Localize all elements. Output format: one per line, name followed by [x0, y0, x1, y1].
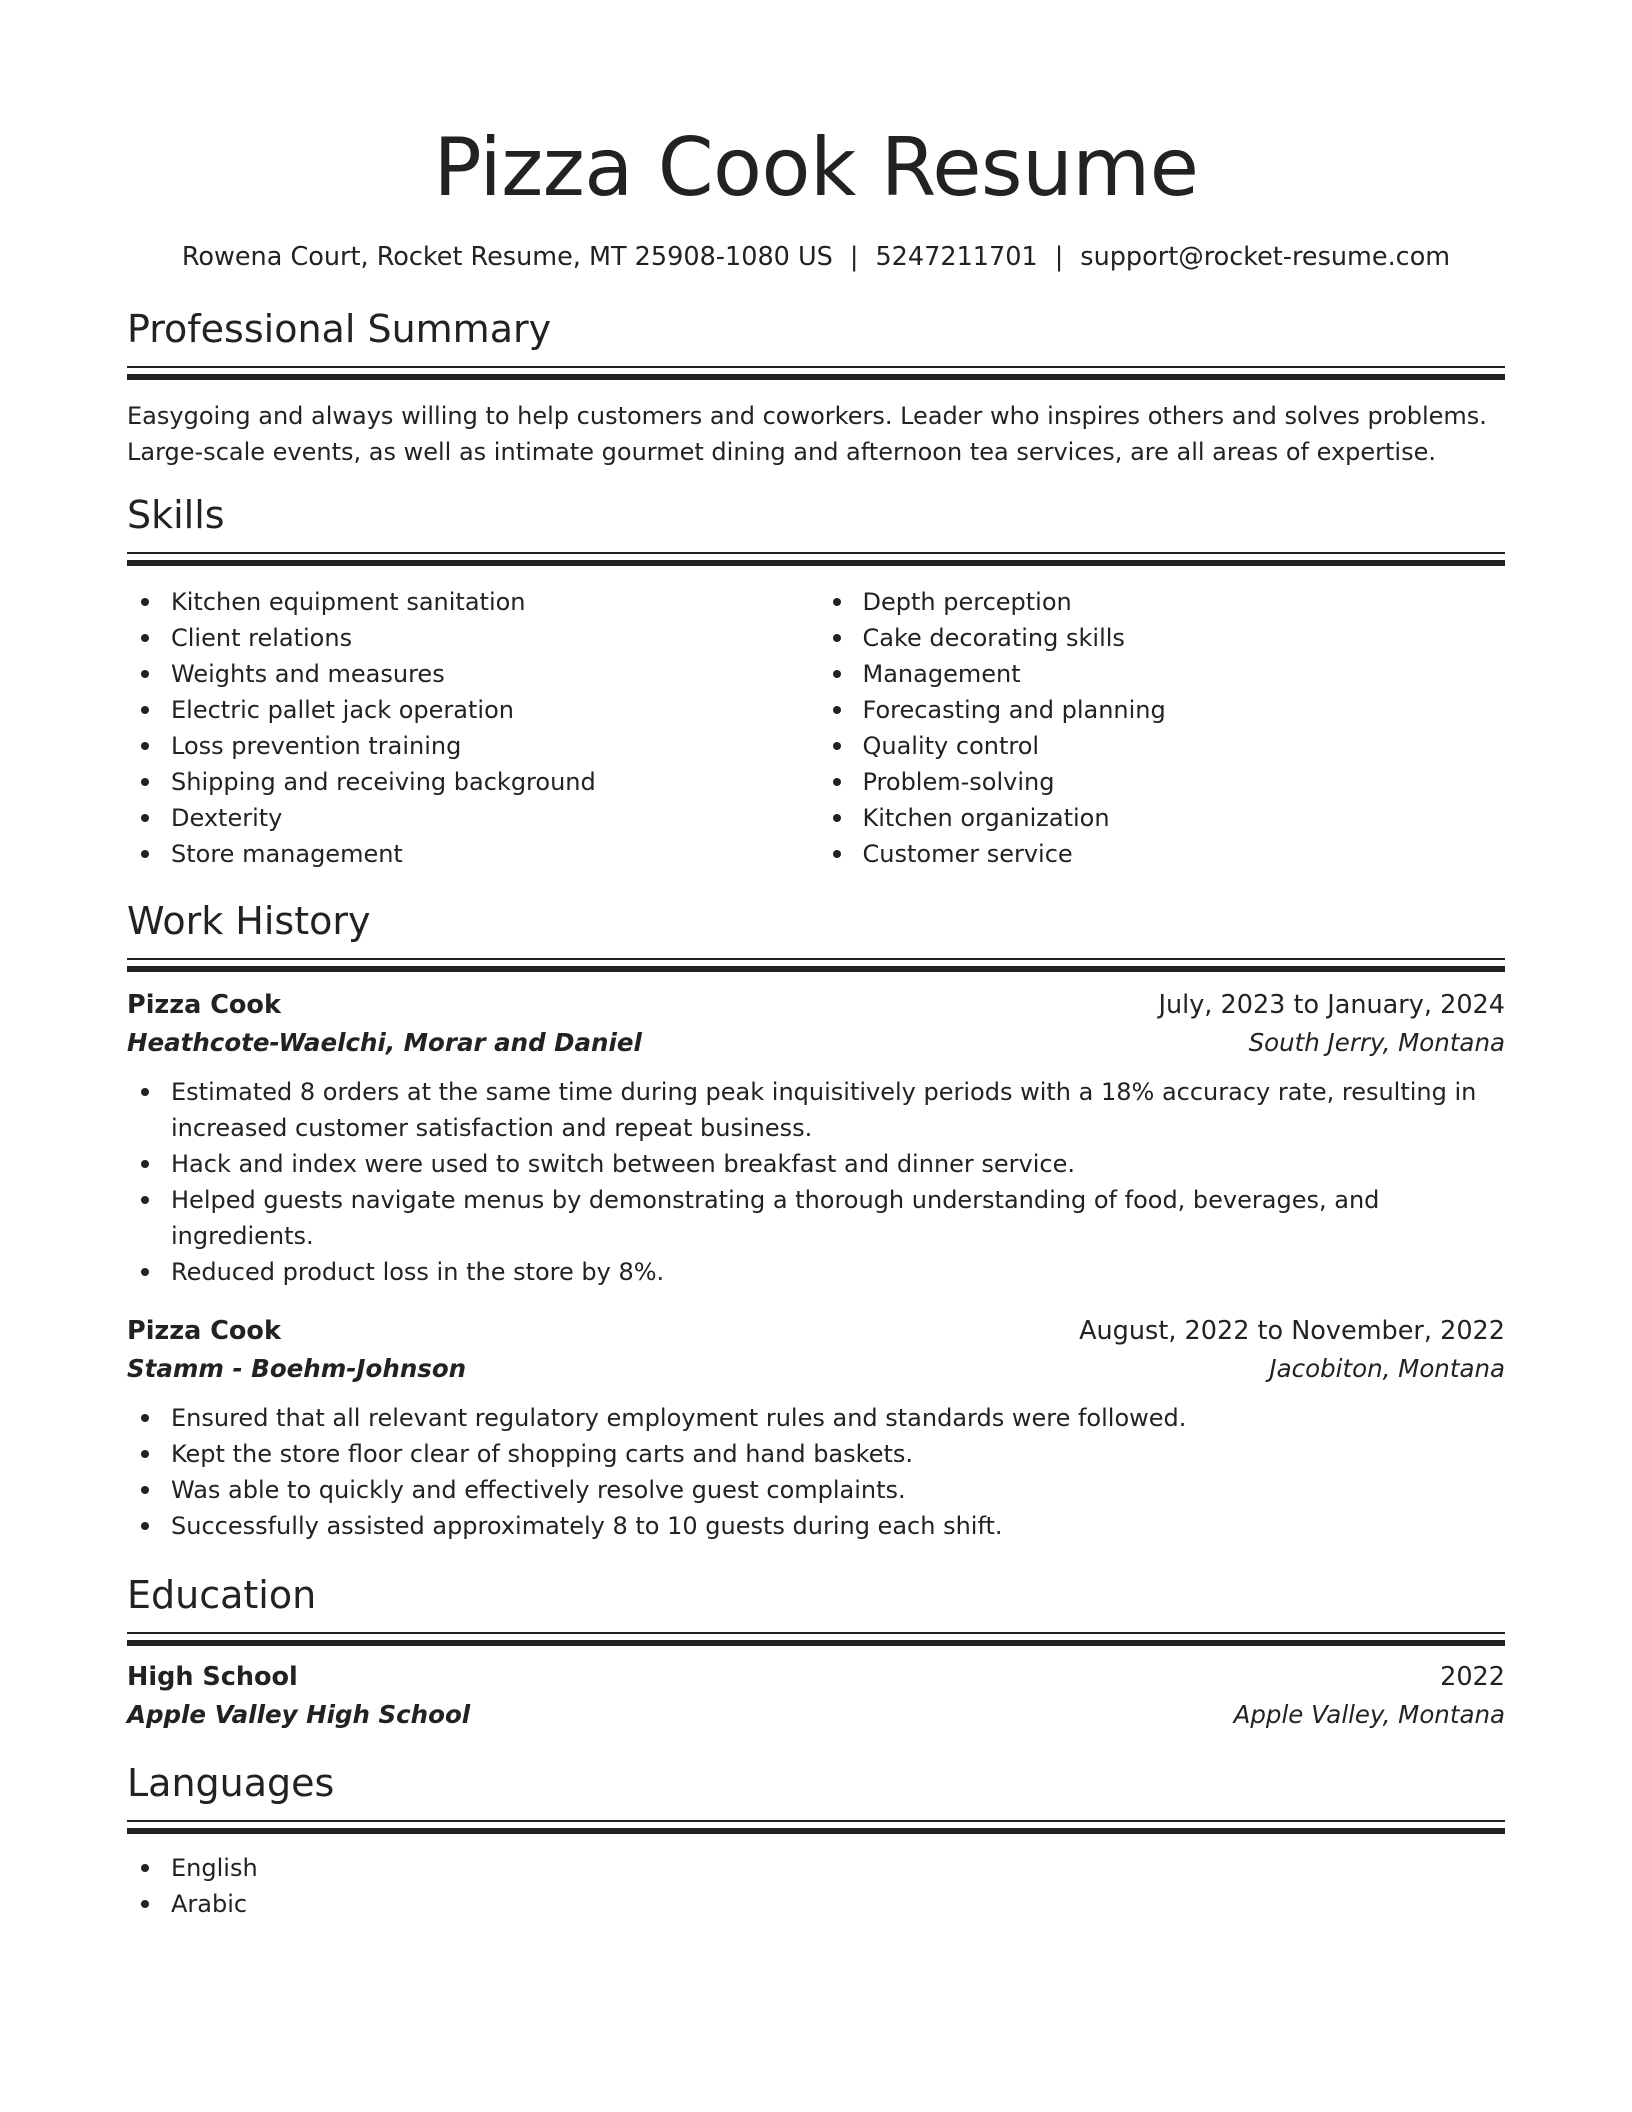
job-location: Jacobiton, Montana	[1269, 1354, 1505, 1383]
job-bullet: Kept the store floor clear of shopping carts and hand baskets.	[127, 1436, 1505, 1472]
skills-list-right	[814, 584, 1506, 872]
section-heading-education: Education	[127, 1573, 317, 1617]
section-rule	[127, 1820, 1505, 1834]
job-company: Heathcote-Waelchi, Morar and Daniel	[127, 1028, 642, 1057]
job-bullet: Ensured that all relevant regulatory employment rules and standards were followed.	[127, 1400, 1505, 1436]
section-heading-summary: Professional Summary	[127, 307, 552, 351]
contact-line	[127, 240, 1505, 274]
skill-item: Loss prevention training	[127, 728, 814, 764]
graduation-year: 2022	[1440, 1662, 1505, 1692]
skill-item: Forecasting and planning	[819, 692, 1506, 728]
job-bullet: Estimated 8 orders at the same time during peak inquisitively periods with a 18% accuracy rate, resulting in increased customer satisfaction and repeat business.	[127, 1074, 1505, 1146]
job-title: Pizza Cook	[127, 1316, 281, 1346]
section-heading-work: Work History	[127, 899, 371, 943]
skill-item: Shipping and receiving background	[127, 764, 814, 800]
school-location: Apple Valley, Montana	[1233, 1700, 1505, 1729]
language-item: English	[127, 1850, 1505, 1886]
job-company: Stamm - Boehm-Johnson	[127, 1354, 467, 1383]
job-bullet: Hack and index were used to switch between breakfast and dinner service.	[127, 1146, 1505, 1182]
job-dates: July, 2023 to January, 2024	[1158, 990, 1505, 1020]
skill-item: Cake decorating skills	[819, 620, 1506, 656]
email: support@rocket-resume.com	[1080, 242, 1451, 272]
school-name: Apple Valley High School	[127, 1700, 471, 1729]
job-dates: August, 2022 to November, 2022	[1079, 1316, 1505, 1346]
section-rule	[127, 1632, 1505, 1646]
section-rule	[127, 958, 1505, 972]
degree: High School	[127, 1662, 298, 1692]
section-heading-skills: Skills	[127, 493, 225, 537]
job-bullets	[127, 1400, 1505, 1544]
skills-columns	[127, 584, 1505, 872]
summary-section	[127, 304, 1505, 470]
skill-item: Quality control	[819, 728, 1506, 764]
phone: 5247211701	[875, 242, 1038, 272]
languages-list	[127, 1850, 1505, 1922]
language-item: Arabic	[127, 1886, 1505, 1922]
skill-item: Depth perception	[819, 584, 1506, 620]
skill-item: Customer service	[819, 836, 1506, 872]
job-entry	[127, 986, 1505, 1290]
skill-item: Dexterity	[127, 800, 814, 836]
summary-line: Easygoing and always willing to help customers and coworkers. Leader who inspires others and solves problems.	[127, 402, 1487, 430]
separator: |	[1054, 242, 1064, 272]
job-bullets	[127, 1074, 1505, 1290]
summary-line: Large-scale events, as well as intimate gourmet dining and afternoon tea services, are all areas of expertise.	[127, 438, 1436, 466]
skill-item: Store management	[127, 836, 814, 872]
summary-text	[127, 398, 1505, 470]
job-title: Pizza Cook	[127, 990, 281, 1020]
section-heading-languages: Languages	[127, 1761, 335, 1805]
skill-item: Management	[819, 656, 1506, 692]
skill-item: Kitchen organization	[819, 800, 1506, 836]
skills-section	[127, 490, 1505, 872]
skills-list-left	[127, 584, 814, 872]
job-bullet: Successfully assisted approximately 8 to 10 guests during each shift.	[127, 1508, 1505, 1544]
section-rule	[127, 366, 1505, 380]
separator: |	[849, 242, 859, 272]
skill-item: Problem-solving	[819, 764, 1506, 800]
skill-item: Weights and measures	[127, 656, 814, 692]
job-bullet: Helped guests navigate menus by demonstrating a thorough understanding of food, beverages, and ingredients.	[127, 1182, 1505, 1254]
skill-item: Client relations	[127, 620, 814, 656]
job-location: South Jerry, Montana	[1248, 1028, 1505, 1057]
education-section	[127, 1570, 1505, 1734]
skill-item: Kitchen equipment sanitation	[127, 584, 814, 620]
page-title: Pizza Cook Resume	[433, 121, 1199, 214]
education-entry	[127, 1658, 1505, 1734]
skill-item: Electric pallet jack operation	[127, 692, 814, 728]
job-entry	[127, 1312, 1505, 1544]
job-bullet: Reduced product loss in the store by 8%.	[127, 1254, 1505, 1290]
address: Rowena Court, Rocket Resume, MT 25908-1080 US	[181, 242, 833, 272]
work-section	[127, 896, 1505, 1544]
section-rule	[127, 552, 1505, 566]
languages-section	[127, 1758, 1505, 1922]
job-bullet: Was able to quickly and effectively resolve guest complaints.	[127, 1472, 1505, 1508]
